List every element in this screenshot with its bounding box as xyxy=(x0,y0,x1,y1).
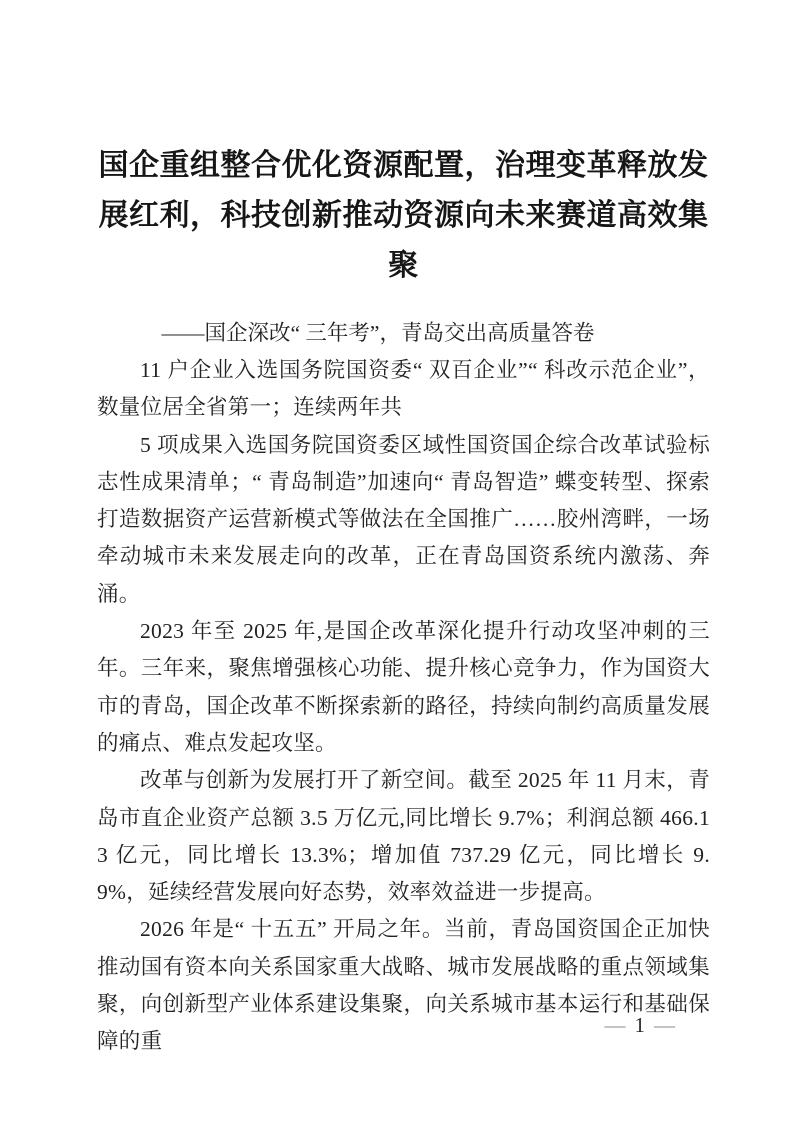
title-line-2: 展红利，科技创新推动资源向未来赛道高效集 xyxy=(98,199,709,232)
paragraph-5: 2026 年是“ 十五五” 开局之年。当前，青岛国资国企正加快推动国有资本向关系国家重大战略、城市发展战略的重点领域集聚，向创新型产业体系建设集聚，向关系城市基本运行和基础保障的重 xyxy=(97,917,710,1054)
paragraph-2: 5 项成果入选国务院国资委区域性国资国企综合改革试验标志性成果清单；“ 青岛制造”加速向“ 青岛智造” 蝶变转型、探索打造数据资产运营新模式等做法在全国推广……胶州湾畔，一场牵动城市未来发展走向的改革，正在青岛国资系统内激荡、奔涌。 xyxy=(97,432,710,606)
page-number xyxy=(605,1007,676,1044)
document-content xyxy=(97,141,710,1061)
document-byline: ——国企深改“ 三年考”，青岛交出高质量答卷 xyxy=(161,321,595,345)
page-number-left-dash: — xyxy=(604,1013,626,1037)
page-number-value: 1 xyxy=(634,1013,645,1037)
paragraph-4: 改革与创新为发展打开了新空间。截至 2025 年 11 月末，青岛市直企业资产总额 3.5 万亿元,同比增长 9.7%；利润总额 466.13 亿元，同比增长 13.3%；增加值 737.29 亿元，同比增长 9.9%，延续经营发展向好态势，效率效益进一步提高。 xyxy=(97,768,710,905)
title-line-3: 聚 xyxy=(388,249,419,282)
paragraph-3: 2023 年至 2025 年,是国企改革深化提升行动攻坚冲刺的三年。三年来，聚焦增强核心功能、提升核心竞争力，作为国资大市的青岛，国企改革不断探索新的路径，持续向制约高质量发展的痛点、难点发起攻坚。 xyxy=(97,619,710,755)
title-line-1: 国企重组整合优化资源配置，治理变革释放发 xyxy=(98,149,709,182)
document-title xyxy=(97,141,710,291)
paragraph-1: 11 户企业入选国务院国资委“ 双百企业”“ 科改示范企业”，数量位居全省第一；连续两年共 xyxy=(97,358,710,420)
page-number-right-dash: — xyxy=(654,1013,675,1037)
